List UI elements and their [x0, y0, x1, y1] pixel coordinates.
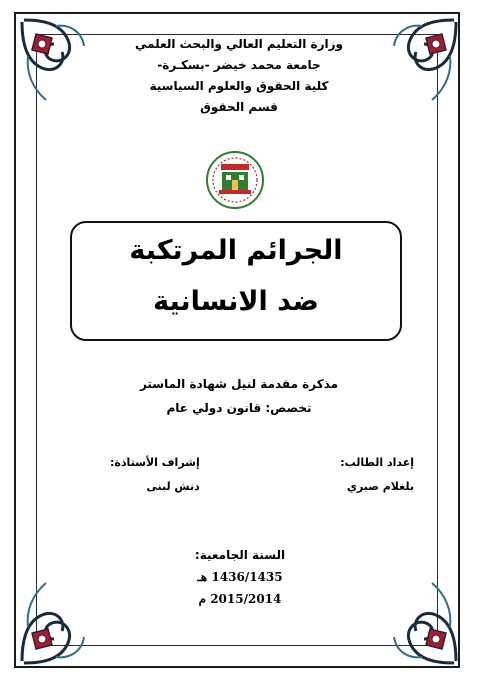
thesis-info [110, 372, 368, 420]
university-logo [205, 150, 265, 210]
corner-ornament-top-left [18, 16, 90, 106]
thesis-title-box [70, 221, 402, 341]
academic-year-hijri: 1436/1435 هـ [197, 570, 283, 584]
university-name: جامعة محمد خيضر -بسكـرة- [157, 58, 321, 72]
student-block [340, 451, 414, 499]
faculty-name: كلية الحقوق والعلوم السياسية [149, 79, 329, 93]
institution-header [110, 34, 368, 118]
academic-year-gregorian: 2015/2014 م [198, 592, 282, 606]
academic-year-block [150, 544, 330, 610]
thesis-title-line-2: ضد الانسانية [153, 286, 319, 317]
supervisor-name: دنش لبنى [146, 480, 200, 493]
student-name: بلغلام صبري [346, 480, 414, 493]
thesis-title-line-1: الجرائم المرتكبة [129, 235, 343, 266]
thesis-purpose: مذكرة مقدمة لنيل شهادة الماستر [139, 377, 339, 391]
ministry-name: وزارة التعليم العالي والبحث العلمي [134, 37, 344, 51]
department-name: قسم الحقوق [200, 100, 278, 114]
supervisor-label: إشراف الأستاذة: [110, 456, 200, 469]
academic-year-label: السنة الجامعية: [194, 548, 286, 562]
supervisor-block [110, 451, 200, 499]
corner-ornament-top-right [388, 16, 460, 106]
student-label: إعداد الطالب: [340, 456, 414, 469]
thesis-specialty: تخصص: قانون دولي عام [166, 401, 312, 415]
corner-ornament-bottom-left [18, 577, 90, 667]
corner-ornament-bottom-right [388, 577, 460, 667]
